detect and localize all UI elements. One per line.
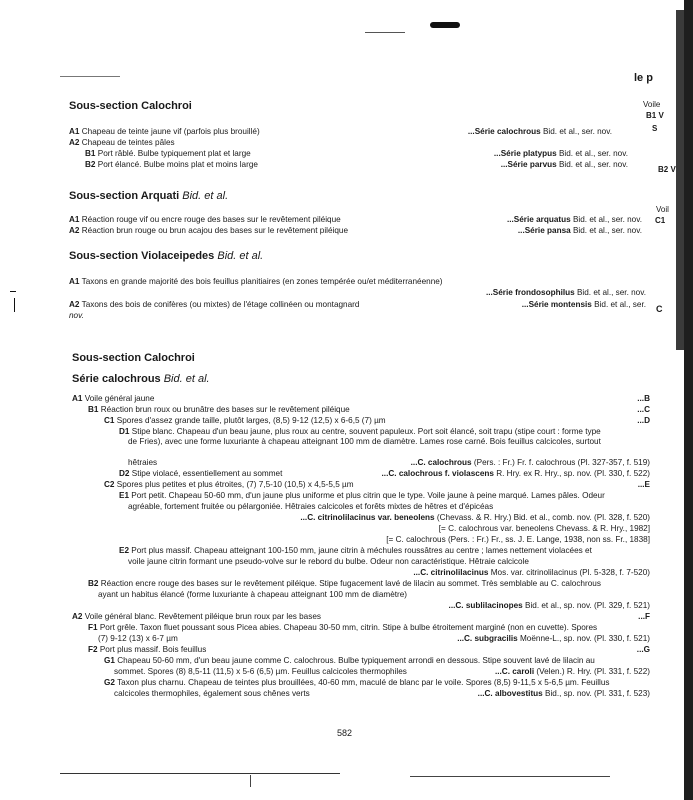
scan-edge-right [684, 0, 693, 800]
section-heading: Sous-section Calochroi [72, 352, 195, 364]
scan-smudge-top [430, 22, 460, 28]
scan-dots-top [365, 32, 405, 33]
margin-fragment: C1 [655, 216, 666, 225]
page-number: 582 [337, 728, 353, 738]
key-block-calochroi: A1 Chapeau de teinte jaune vif (parfois plus brouillé) ...Série calochrous Bid. et al., ser. nov. A2 Chapeau de teintes pâles B1 Port râblé. Bulbe typiquement plat et large ...Série platypus Bid. et al., ser. nov. B2 Port élancé. Bulbe moins plat et moins large ...Série parvus Bid. et al., ser. nov. [69, 127, 628, 169]
section-heading: Sous-section Arquati Bid. et al. [69, 190, 229, 202]
scan-margin-mark [10, 291, 16, 292]
margin-fragment: Voile [643, 100, 661, 109]
scan-margin-mark-2 [14, 298, 15, 312]
margin-fragment: le p [634, 72, 653, 84]
scan-tick-bottom [250, 775, 251, 787]
margin-fragment: B1 V [646, 111, 664, 120]
margin-fragment: B2 V [658, 165, 676, 174]
margin-fragment: Voil [656, 205, 669, 214]
section-heading: Sous-section Calochroi [69, 100, 192, 112]
section-heading: Sous-section Violaceipedes Bid. et al. [69, 250, 264, 262]
scan-dash-top-left [60, 76, 120, 77]
scan-line-bottom [60, 773, 340, 774]
scan-line-bottom-2 [410, 776, 610, 777]
key-block-violaceipedes: A1 Taxons en grande majorité des bois feuillus planitiaires (en zones tempérée ou/et méditerranéenne) ...Série frondosophilus Bid. et al., ser. nov. A2 Taxons des bois de conifères (ou mixtes) de l'étage collinéen ou montagnard ...Série montensis Bid. et al., ser. nov. [69, 277, 646, 320]
key-block-arquati: A1 Réaction rouge vif ou encre rouge des bases sur le revêtement piléique ...Série arquatus Bid. et al., ser. nov. A2 Réaction brun rouge ou brun acajou des bases sur le revêtement piléique ...Série pansa Bid. et al., ser. nov. [69, 215, 642, 235]
series-heading: Série calochrous Bid. et al. [72, 373, 210, 385]
margin-fragment: S [652, 124, 658, 133]
species-key: A1 Voile général jaune ...B B1 Réaction brun roux ou brunâtre des bases sur le revêtement piléique ...C C1 Spores d'assez grande taille, plutôt larges, (8,5) 9-12 (12,5) x 6-6,5 (7) µm ...D D1 Stipe blanc. Chapeau d'un beau jaune, plus roux au centre, souvent papuleux. Port soit élancé, soit trapu (stipe court : forme type de Fries), avec une forme luxuriante à chapeau atteignant 100 mm de diamètre. Lames rose carné. Bois feuillus calcicoles, surtout hêtraies ...C. calochrous (Pers. : Fr.) Fr. f. calochrous (Pl. 327-357, f. 519) D2 Stipe violacé, essentiellement au sommet ...C. calochrous f. violascens R. Hry. ex R. Hry., sp. nov. (Pl. 330, f. 522) C2 Spores plus petites et plus étroites, (7) 7,5-10 (10,5) x 4,5-5,5 µm ...E E1 Port petit. Chapeau 50-60 mm, d'un jaune plus uniforme et plus citrin que le type. Voile jaune à peine marqué. Lames pâles. Odeur agréable, fortement fruitée ou pélargoniée. Hêtraies calcicoles et forêts mixtes de hêtres et d'épicéas ...C. citrinolilacinus var. beneolens (Chevass. & R. Hry.) Bid. et al., comb. nov. (Pl. 328, f. 520) [= C. calochrous var. beneolens Chevass. & R. Hry., 1982] [= C. calochrous (Pers. : Fr.) Fr., ss. J. E. Lange, 1938, non ss. Fr., 1838] E2 Port plus massif. Chapeau atteignant 100-150 mm, jaune citrin à méchules roussâtres au centre ; lames nettement violacées et voile jaune citrin formant une pseudo-volve sur le rebord du bulbe. Odeur non caractéristique. Hêtraie calcicole ...C. citrinolilacinus Mos. var. citrinolilacinus (Pl. 5-328, f. 7-520) B2 Réaction encre rouge des bases sur le revêtement piléique. Stipe fugacement lavé de lilacin au sommet. Très semblable au C. calochrous ayant un habitus élancé (forme luxuriante à chapeau atteignant 100 mm de diamètre) ...C. sublilacinopes Bid. et al., sp. nov. (Pl. 329, f. 521) A2 Voile général blanc. Revêtement piléique brun roux par les bases ...F F1 Port grêle. Taxon fluet poussant sous Picea abies. Chapeau 30-50 mm, citrin. Stipe à bulbe étroitement marginé (non en cuvette). Spores (7) 9-12 (13) x 6-7 µm ...C. subgracilis Moënne-L., sp. nov. (Pl. 330, f. 521) F2 Port plus massif. Bois feuillus ...G G1 Chapeau 50-60 mm, d'un beau jaune comme C. calochrous. Bulbe typiquement arrondi en dessous. Stipe souvent lavé de lilacin au sommet. Spores (8) 8,5-11 (11,5) x 5-6 (6,5) µm. Feuillus calcicoles thermophiles ...C. caroli (Velen.) R. Hry. (Pl. 331, f. 522) G2 Taxon plus charnu. Chapeau de teintes plus brouillées, 40-60 mm, maculé de blanc par le voile. Spores (8,5) 9-11,5 x 5-6,5 µm. Feuillus calcicoles thermophiles, également sous chênes verts ...C. albovestitus Bid., sp. nov. (Pl. 331, f. 523) [72, 394, 650, 698]
margin-fragment: C [656, 304, 663, 314]
scan-edge-right-band [676, 10, 684, 350]
